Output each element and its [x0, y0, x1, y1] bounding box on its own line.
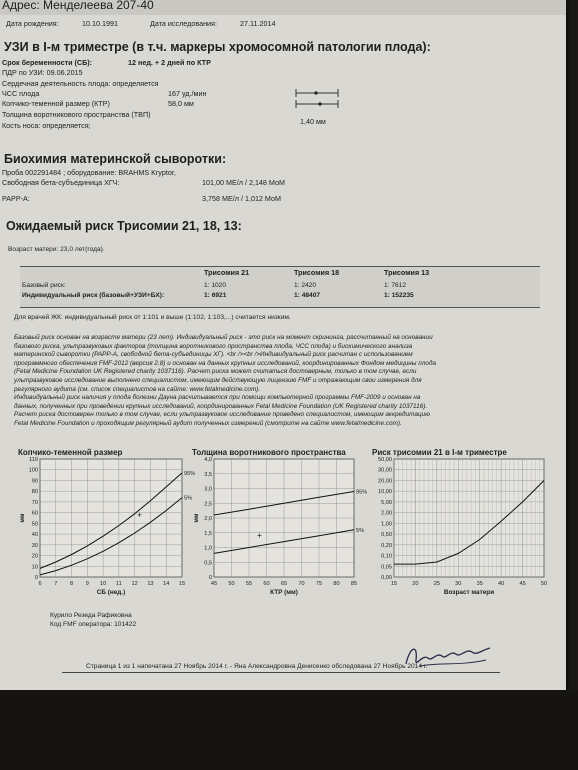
series-label: 95% — [356, 489, 368, 496]
hcg-label: Свободная бета-субъединица ХГЧ: — [2, 178, 120, 187]
y-tick-label: 100 — [28, 467, 38, 474]
y-tick-label: 40 — [31, 532, 38, 539]
explanation-line: Индивидуальный риск наличия у плода болезни Дауна расчитывается при помощи компьютерной программы FMF-2009 и основан на — [14, 394, 421, 402]
y-tick-label: 3,5 — [204, 471, 212, 478]
y-tick-label: 1,5 — [204, 530, 212, 537]
y-tick-label: 0,20 — [381, 542, 392, 549]
y-tick-label: 30,00 — [378, 467, 392, 474]
x-tick-label: 50 — [228, 581, 235, 587]
y-tick-label: 0,50 — [381, 532, 392, 539]
bio-sample: Проба 002291484 ; оборудование: BRAHMS Kryptor, — [2, 168, 176, 177]
crl-label: Копчико-теменной размер (КТР) — [2, 99, 110, 108]
explanation — [14, 334, 436, 429]
x-axis-label: СБ (нед.) — [96, 589, 126, 596]
plot-area — [394, 459, 544, 577]
y-tick-label: 90 — [31, 478, 38, 485]
chart-title: Копчико-теменной размер — [18, 448, 123, 457]
x-axis-label: Возраст матери — [443, 589, 495, 596]
x-tick-label: 40 — [498, 581, 505, 587]
risk-chart — [362, 445, 562, 610]
y-tick-label: 0 — [34, 575, 38, 581]
y-tick-label: 2,00 — [381, 510, 392, 517]
hcg-value: 101,00 МЕ/л / 2,148 МоМ — [202, 178, 285, 187]
crl-chart-svg — [10, 445, 195, 605]
y-tick-label: 3,0 — [204, 486, 212, 493]
y-tick-label: 0,10 — [381, 553, 392, 560]
heart: Сердечная деятельность плода: определяется — [2, 79, 159, 88]
x-tick-label: 85 — [350, 581, 358, 587]
nt-label: Толщина воротникового пространства (ТВП) — [2, 110, 151, 119]
y-tick-label: 60 — [31, 510, 38, 517]
explanation-line: ультразвуковое исследование выполнено специалистом, имеющим действующую лицензию FMF и отражающим свои измерения для — [14, 376, 422, 384]
row-ind-label: Индивидуальный риск (базовый+УЗИ+БХ): — [22, 292, 165, 299]
crl-value: 58,0 мм — [168, 99, 194, 108]
y-axis-label: мм — [194, 513, 200, 523]
y-tick-label: 10,00 — [378, 489, 392, 496]
x-tick-label: 60 — [263, 581, 270, 587]
explanation-line: Базовый риск основан на возрасте матери (23 лет). Индивидуальный риск - это риск на момент скрининга, рассчитанный на основании — [14, 334, 433, 341]
y-tick-label: 0,5 — [204, 560, 212, 567]
explanation-line: данных, полученных при проведении крупных исследований, координированных Fetal Medicine Foundation (UK Registered charity 1037116). — [14, 402, 428, 410]
row-base-t21: 1: 1020 — [204, 282, 226, 289]
measurement-point: + — [257, 531, 262, 541]
y-tick-label: 0,00 — [381, 575, 392, 581]
series-label: 95% — [184, 470, 195, 477]
risk-note: Для врачей ЖК: индивидуальный риск от 1:101 и выше (1:102, 1:103,...) считается низким. — [14, 314, 291, 321]
ga-value: 12 нед. + 2 дней по КТР — [128, 58, 211, 67]
hr-label: ЧСС плода — [2, 89, 40, 98]
mother-age: Возраст матери: 23,0 лет(года). — [8, 246, 105, 253]
bio-title: Биохимия материнской сыворотки: — [4, 152, 227, 166]
operator-code: Код FMF оператора: 101422 — [50, 621, 137, 628]
x-tick-label: 15 — [390, 581, 398, 587]
y-tick-label: 10 — [31, 564, 38, 571]
x-tick-label: 65 — [280, 581, 288, 587]
x-axis-label: КТР (мм) — [270, 589, 298, 596]
row-base-t18: 1: 2420 — [294, 282, 316, 289]
address: Адрес: Менделеева 207-40 — [2, 0, 154, 12]
y-tick-label: 0 — [208, 575, 212, 581]
explanation-line: программного обеспечения FMF-2012 (версия 2.8) и основан на данных крупных исследований, координированных Фондом медицины плода — [14, 359, 437, 367]
explanation-line: Расчет риска достоверен только в том случае, если ультразвуковое исследование проведено специалистом, имеющим аккредитацию — [14, 411, 430, 419]
x-tick-label: 70 — [298, 581, 305, 587]
y-tick-label: 1,00 — [381, 521, 392, 528]
papp-label: PAPP-A: — [2, 194, 30, 203]
y-tick-label: 2,0 — [204, 516, 212, 522]
explanation-line: (Fetal Medicine Foundation UK Registered charity 1037116). Расчет риска может считаться достоверным, только в том случае, если — [14, 368, 417, 376]
x-tick-label: 10 — [99, 581, 107, 587]
measurement-point: + — [137, 510, 142, 520]
x-tick-label: 30 — [455, 581, 462, 587]
row-base-t13: 1: 7612 — [384, 282, 406, 289]
usi-title: УЗИ в I-м триместре (в т.ч. маркеры хромосомной патологии плода): — [4, 40, 431, 54]
chart-title: Риск трисомии 21 в I-м триместре — [372, 448, 507, 457]
x-tick-label: 12 — [131, 581, 138, 587]
x-tick-label: 11 — [115, 581, 122, 587]
y-tick-label: 80 — [31, 489, 38, 496]
y-tick-label: 0,05 — [381, 564, 392, 571]
ga-label: Срок беременности (СБ): — [2, 58, 93, 67]
col-t13: Трисомия 13 — [384, 268, 430, 277]
x-tick-label: 80 — [333, 581, 340, 587]
nt-chart-svg — [190, 445, 370, 605]
row-base-label: Базовый риск: — [22, 282, 66, 289]
y-tick-label: 50,00 — [378, 457, 392, 463]
explanation-line: базового риска, ультразвуковых факторов (толщина воротникового пространства плода, ЧСС плода) и биохимического анализа — [14, 342, 413, 350]
series-label: 5% — [356, 527, 365, 534]
x-tick-label: 25 — [433, 581, 440, 587]
dob-value: 10.10.1991 — [82, 19, 118, 28]
y-tick-label: 4,0 — [204, 457, 212, 463]
crl-chart — [10, 445, 195, 610]
exam-label: Дата исследования: — [150, 19, 217, 28]
papp-value: 3,758 МЕ/л / 1,012 МоМ — [202, 194, 281, 203]
x-tick-label: 55 — [245, 581, 253, 587]
nasal: Кость носа: определяется; — [2, 121, 91, 130]
y-tick-label: 1,0 — [204, 545, 212, 552]
y-tick-label: 50 — [31, 521, 38, 528]
page-footer: Страница 1 из 1 напечатана 27 Ноябрь 2014 г. - Яна Александровна Денисенко обследована 27 Ноябрь 2014 г. — [86, 663, 428, 670]
explanation-line: материнской сыворотки (PAPP-A, свободной бета-субъединицы ХГ). <br /><br />Индивидуальный риск расчитан с использованием — [14, 351, 413, 359]
y-axis-label: мм — [20, 513, 26, 523]
x-tick-label: 9 — [85, 581, 89, 587]
exam-value: 27.11.2014 — [240, 19, 276, 28]
explanation-line: регулярного аудита (см. список специалистов на сайте: www.fetalmedicine.com). — [14, 385, 261, 393]
y-tick-label: 30 — [31, 542, 38, 549]
y-tick-label: 5,00 — [381, 499, 392, 506]
hr-value: 167 уд./мин — [168, 89, 207, 98]
signature-image — [400, 640, 500, 674]
y-tick-label: 110 — [29, 457, 38, 463]
y-tick-label: 70 — [31, 499, 38, 506]
explanation-line: Fetal Medicine Foundation и проходящим регулярный аудит полученных измерений (смотрите на сайте www.fetalmedicine.com). — [14, 419, 402, 427]
chart-title: Толщина воротникового пространства — [192, 448, 346, 457]
x-tick-label: 45 — [519, 581, 526, 587]
nt-chart — [190, 445, 370, 610]
range-markers — [294, 86, 344, 118]
x-tick-label: 7 — [54, 581, 58, 587]
y-tick-label: 20,00 — [378, 478, 392, 485]
col-t18: Трисомия 18 — [294, 268, 340, 277]
col-t21: Трисомия 21 — [204, 268, 250, 277]
y-tick-label: 2,5 — [204, 501, 212, 508]
y-tick-label: 20 — [31, 553, 38, 560]
x-tick-label: 45 — [210, 581, 218, 587]
x-tick-label: 6 — [38, 581, 42, 587]
x-tick-label: 14 — [163, 581, 170, 587]
x-tick-label: 20 — [412, 581, 419, 587]
x-tick-label: 13 — [147, 581, 154, 587]
x-tick-label: 15 — [178, 581, 186, 587]
x-tick-label: 75 — [315, 581, 323, 587]
background — [0, 690, 578, 770]
nt-value: 1,40 мм — [300, 117, 326, 126]
x-tick-label: 35 — [476, 581, 483, 587]
doctor-name: Курило Резеда Рафиковна — [50, 612, 132, 619]
row-ind-t18: 1: 48407 — [294, 292, 321, 299]
row-ind-t13: 1: 152235 — [384, 292, 414, 299]
risk-title: Ожидаемый риск Трисомии 21, 18, 13: — [6, 219, 242, 233]
x-tick-label: 50 — [540, 581, 548, 587]
dob-label: Дата рождения: — [6, 19, 59, 28]
series-label: 5% — [184, 495, 193, 502]
risk-table — [20, 266, 540, 308]
risk-chart-svg — [362, 445, 562, 605]
x-tick-label: 8 — [69, 581, 74, 587]
pdr: ПДР по УЗИ: 09.06.2015 — [2, 68, 83, 77]
row-ind-t21: 1: 6921 — [204, 292, 227, 299]
